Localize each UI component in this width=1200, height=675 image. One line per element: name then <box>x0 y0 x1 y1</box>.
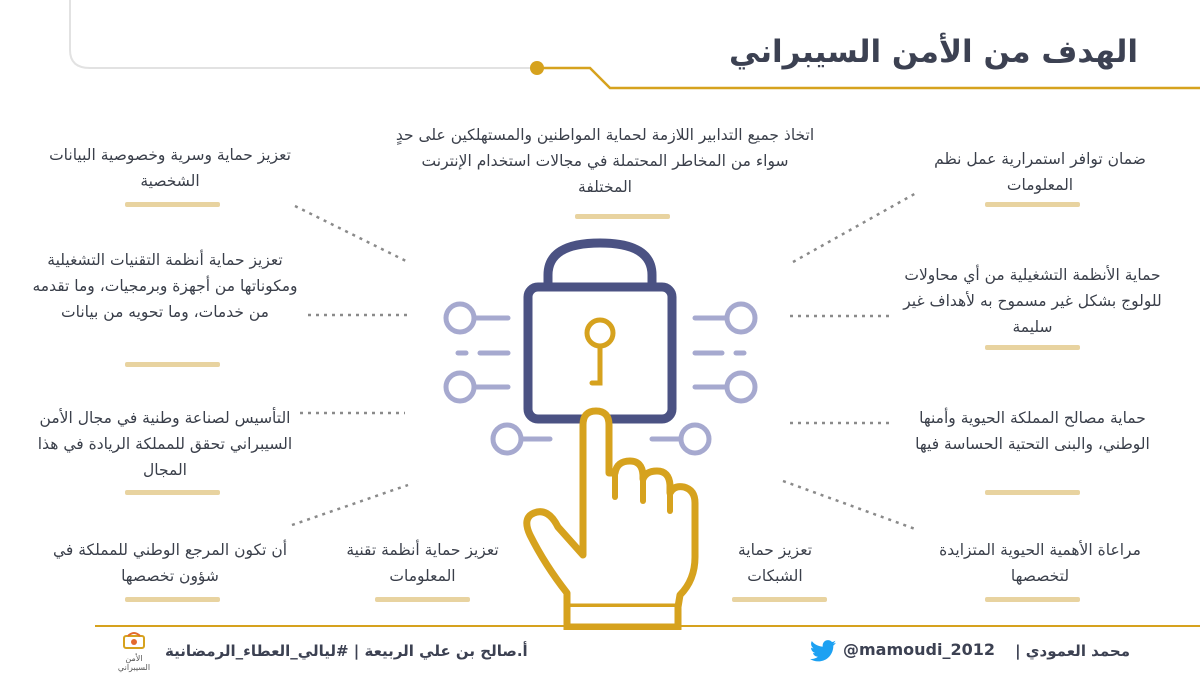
logo-text-2: السيبراني <box>117 663 151 672</box>
goal-underline <box>985 202 1080 207</box>
twitter-handle[interactable]: @mamoudi_2012 <box>843 640 995 659</box>
pointing-hand-icon <box>527 411 695 627</box>
goal-underline <box>125 597 220 602</box>
goal-underline <box>125 362 220 367</box>
goal-right-4: مراعاة الأهمية الحيوية المتزايدة لتخصصها <box>939 541 1141 585</box>
goal-underline <box>985 597 1080 602</box>
goal-left-4: أن تكون المرجع الوطني للمملكة في شؤون تخصصها <box>52 541 288 585</box>
goal-underline <box>985 490 1080 495</box>
goal-center-top: اتخاذ جميع التدابير اللازمة لحماية المواطنين والمستهلكين على حدٍ سواء من المخاطر المحتملة في مجالات استخدام الإنترنت المختلفة <box>395 126 815 196</box>
goal-underline <box>575 214 670 219</box>
goal-right-3: حماية مصالح المملكة الحيوية وأمنها الوطني، والبنى التحتية الحساسة فيها <box>915 409 1150 453</box>
twitter-icon <box>810 640 836 662</box>
logo-icon <box>112 632 156 672</box>
page-title: الهدف من الأمن السيبراني <box>729 34 1138 70</box>
goal-underline <box>732 597 827 602</box>
goal-underline <box>125 202 220 207</box>
goal-left-3: التأسيس لصناعة وطنية في مجال الأمن السيبراني تحقق للمملكة الريادة في هذا المجال <box>37 409 293 479</box>
goal-left-1: تعزيز حماية وسرية وخصوصية البيانات الشخصية <box>49 146 291 190</box>
logo-mark <box>122 632 146 650</box>
goal-bottom-it: تعزيز حماية أنظمة تقنية المعلومات <box>346 541 499 585</box>
goal-underline <box>985 345 1080 350</box>
goal-bottom-networks: تعزيز حماية الشبكات <box>737 541 813 585</box>
goal-underline <box>375 597 470 602</box>
footer-author-name: محمد العمودي | <box>1015 642 1130 660</box>
logo-text-1: الأمن <box>125 654 143 663</box>
goal-right-2: حماية الأنظمة التشغيلية من أي محاولات للولوج بشكل غير مسموح به لأهداف غير سليمة <box>903 266 1162 336</box>
goal-underline <box>125 490 220 495</box>
goal-left-2: تعزيز حماية أنظمة التقنيات التشغيلية ومكوناتها من أجهزة وبرمجيات، وما تقدمه من خدمات، وما تحويه من بيانات <box>32 251 298 321</box>
goal-right-1: ضمان توافر استمرارية عمل نظم المعلومات <box>934 150 1146 194</box>
footer-presenter: أ.صالح بن علي الربيعة | #ليالي_العطاء_الرمضانية <box>165 642 528 660</box>
